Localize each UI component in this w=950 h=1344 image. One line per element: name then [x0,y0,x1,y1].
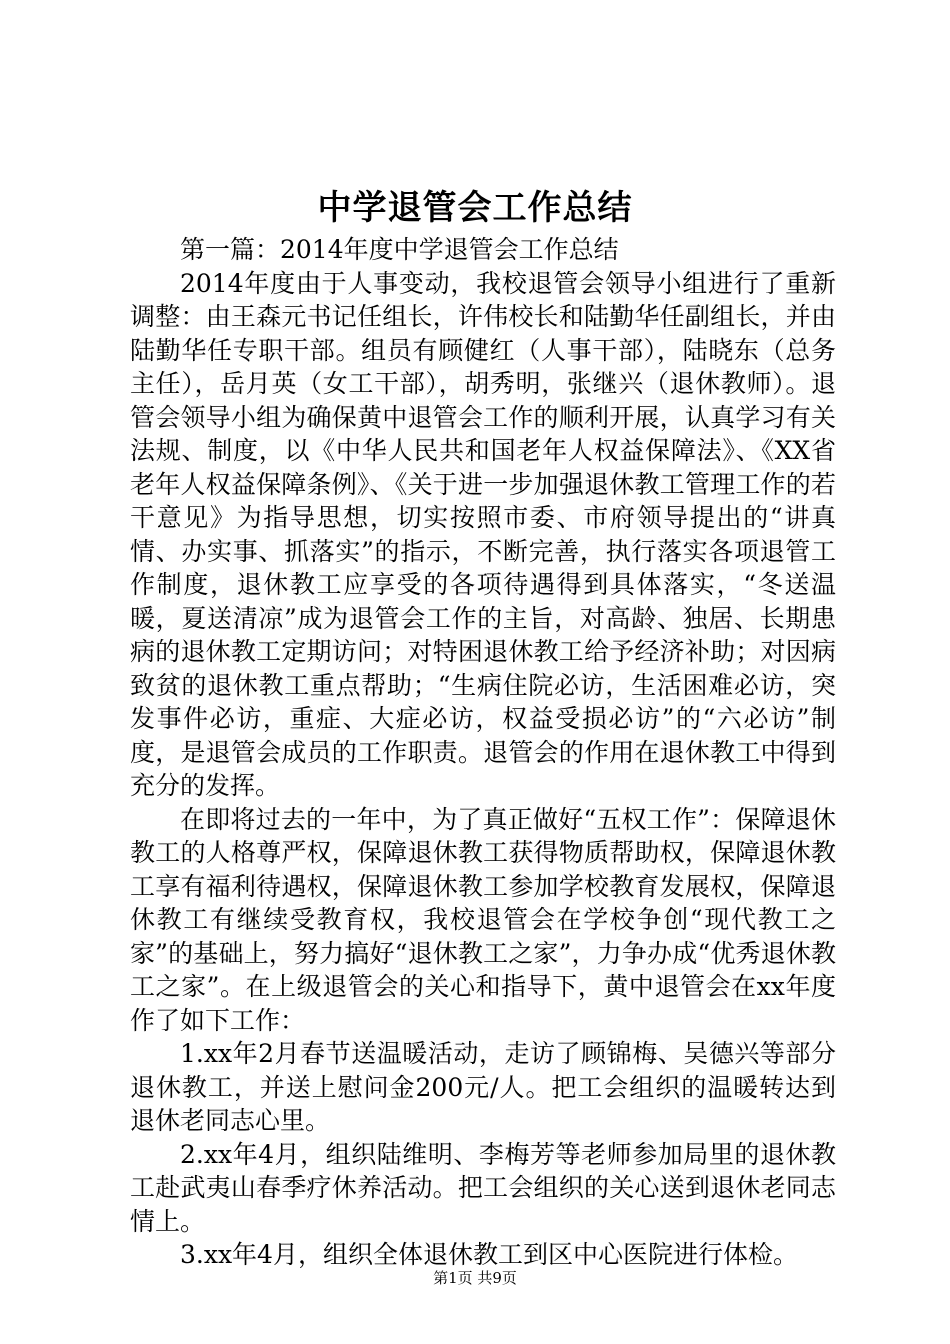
paragraph-five-rights: 在即将过去的一年中，为了真正做好“五权工作”：保障退休教工的人格尊严权，保障退休教工获得物质帮助权，保障退休教工享有福利待遇权，保障退休教工参加学校教育发展权，保障退休教工有继续受教育权，我校退管会在学校争创“现代教工之家”的基础上，努力搞好“退休教工之家”，力争办成“优秀退休教工之家”。在上级退管会的关心和指导下，黄中退管会在xx年度作了如下工作： [130,804,836,1035]
paragraph-section-heading: 第一篇：2014年度中学退管会工作总结 [180,235,619,264]
paragraph-overview: 2014年度由于人事变动，我校退管会领导小组进行了重新调整：由王森元书记任组长，许伟校长和陆勤华任副组长，并由陆勤华任专职干部。组员有顾健红（人事干部），陆晓东（总务主任），岳月英（女工干部），胡秀明，张继兴（退休教师）。退管会领导小组为确保黄中退管会工作的顺利开展，认真学习有关法规、制度，以《中华人民共和国老年人权益保障法》、《XX省老年人权益保障条例》、《关于进一步加强退休教工管理工作的若干意见》为指导思想，切实按照市委、市府领导提出的“讲真情、办实事、抓落实”的指示，不断完善，执行落实各项退管工作制度，退休教工应享受的各项待遇得到具体落实，“冬送温暖，夏送清凉”成为退管会工作的主旨，对高龄、独居、长期患病的退休教工定期访问；对特困退休教工给予经济补助；对因病致贫的退休教工重点帮助；“生病住院必访，生活困难必访，突发事件必访，重症、大症必访，权益受损必访”的“六必访”制度，是退管会成员的工作职责。退管会的作用在退休教工中得到充分的发挥。 [130,268,836,800]
document-body [130,233,836,1272]
document-title: 中学退管会工作总结 [317,188,633,228]
paragraph-item-1: 1.xx年2月春节送温暖活动，走访了顾锦梅、吴德兴等部分退休教工，并送上慰问金200元/人。把工会组织的温暖转达到退休老同志心里。 [130,1039,836,1135]
paragraph-item-3: 3.xx年4月，组织全体退休教工到区中心医院进行体检。 [180,1240,798,1269]
paragraph-item-2: 2.xx年4月，组织陆维明、李梅芳等老师参加局里的退休教工赴武夷山春季疗休养活动。把工会组织的关心送到退休老同志情上。 [130,1139,836,1236]
page-footer: 第1页 共9页 [433,1269,517,1287]
